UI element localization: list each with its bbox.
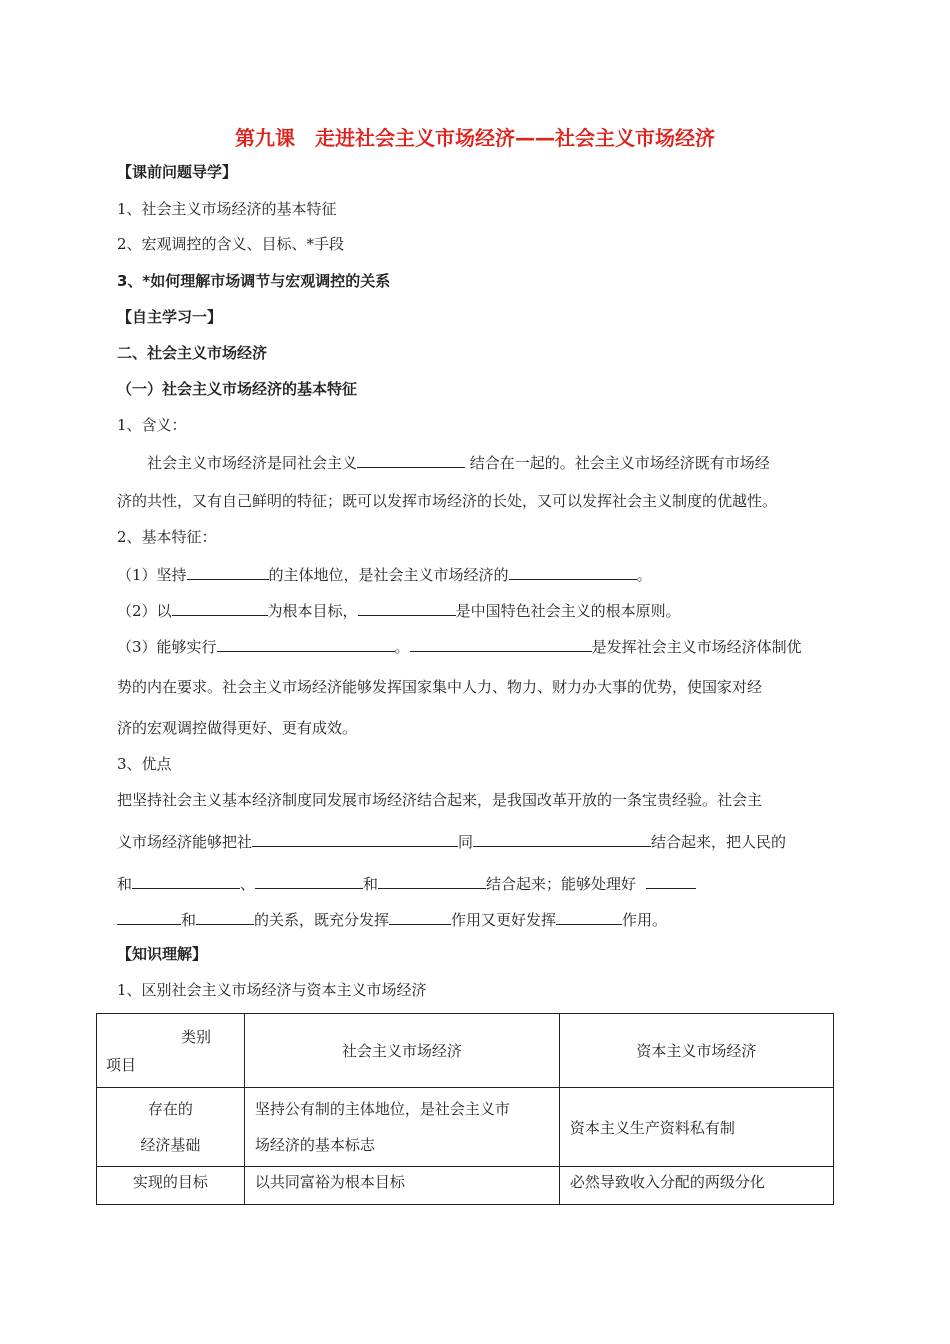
blank[interactable] <box>410 635 592 652</box>
cell-capitalist: 资本主义生产资料私有制 <box>559 1088 833 1167</box>
blank[interactable] <box>187 563 269 580</box>
feature-3-text-c: 是发挥社会主义市场经济体制优 <box>591 638 802 656</box>
header-socialist: 社会主义市场经济 <box>244 1014 559 1088</box>
subsection-heading: （一）社会主义市场经济的基本特征 <box>117 380 358 398</box>
blank[interactable] <box>473 830 651 847</box>
advantages-line-1: 把坚持社会主义基本经济制度同发展市场经济结合起来，是我国改革开放的一条宝贵经验。社会主 <box>117 791 763 809</box>
table-row <box>97 1167 834 1205</box>
feature-2-text-a: （2）以 <box>117 602 172 620</box>
cell-line: 场经济的基本标志 <box>254 1136 375 1154</box>
adv-text: 和 <box>117 875 133 893</box>
blank[interactable] <box>217 635 395 652</box>
blank[interactable] <box>509 563 637 580</box>
feature-3-text-a: （3）能够实行 <box>117 638 217 656</box>
feature-1 <box>117 563 652 585</box>
cell-socialist: 以共同富裕为根本目标 <box>244 1167 559 1205</box>
blank[interactable] <box>357 451 465 468</box>
question-2: 2、宏观调控的含义、目标、*手段 <box>117 235 345 253</box>
feature-1-text-c: 。 <box>636 566 652 584</box>
question-1: 1、社会主义市场经济的基本特征 <box>117 200 337 218</box>
adv-text: 同 <box>458 833 474 851</box>
adv-text: 结合起来；能够处理好 <box>486 875 637 893</box>
knowledge-header: 【知识理解】 <box>117 945 208 963</box>
preview-header: 【课前问题导学】 <box>117 163 238 181</box>
table-header-row <box>97 1014 834 1088</box>
advantages-line-2 <box>117 830 786 852</box>
row-label-line: 经济基础 <box>140 1136 201 1154</box>
corner-bottom: 项目 <box>106 1055 137 1074</box>
adv-text: 和 <box>363 875 379 893</box>
knowledge-item-1: 1、区别社会主义市场经济与资本主义市场经济 <box>117 981 427 999</box>
section-heading: 二、社会主义市场经济 <box>117 344 268 362</box>
row-label <box>97 1088 245 1167</box>
adv-text: 义市场经济能够把社 <box>117 833 253 851</box>
question-3: 3、*如何理解市场调节与宏观调控的关系 <box>117 272 391 290</box>
blank[interactable] <box>132 872 240 889</box>
blank[interactable] <box>172 599 268 616</box>
adv-text: 的关系，既充分发挥 <box>254 911 390 929</box>
cell-line: 坚持公有制的主体地位，是社会主义市 <box>254 1100 510 1118</box>
blank[interactable] <box>378 872 486 889</box>
table-row <box>97 1088 834 1167</box>
corner-cell <box>97 1014 245 1088</box>
blank[interactable] <box>389 908 451 925</box>
page-title: 第九课 走进社会主义市场经济——社会主义市场经济 <box>235 126 715 150</box>
feature-2-text-b: 为根本目标， <box>267 602 358 620</box>
row-label-line: 存在的 <box>147 1100 193 1118</box>
advantages-label: 3、优点 <box>117 755 172 773</box>
feature-3-text-b: 。 <box>394 638 410 656</box>
advantages-line-3 <box>117 872 696 894</box>
cell-capitalist: 必然导致收入分配的两级分化 <box>559 1167 833 1205</box>
meaning-text-a: 社会主义市场经济是同社会主义 <box>147 454 358 472</box>
adv-text: 、 <box>240 875 256 893</box>
self-study-header: 【自主学习一】 <box>117 308 223 326</box>
features-label: 2、基本特征： <box>117 528 217 546</box>
feature-2-text-c: 是中国特色社会主义的根本原则。 <box>455 602 681 620</box>
blank[interactable] <box>252 830 458 847</box>
blank[interactable] <box>117 908 181 925</box>
feature-1-text-b: 的主体地位，是社会主义市场经济的 <box>268 566 509 584</box>
adv-text: 作用又更好发挥 <box>451 911 557 929</box>
feature-2 <box>117 599 681 621</box>
advantages-line-4 <box>117 908 667 930</box>
feature-3-line-2: 势的内在要求。社会主义市场经济能够发挥国家集中人力、物力、财力办大事的优势，使国家对经 <box>117 678 763 696</box>
feature-3 <box>117 635 802 657</box>
meaning-label: 1、含义： <box>117 416 187 434</box>
blank[interactable] <box>358 599 456 616</box>
feature-1-text-a: （1）坚持 <box>117 566 187 584</box>
comparison-table <box>96 1013 834 1205</box>
meaning-line-1 <box>147 451 770 473</box>
adv-text: 和 <box>181 911 197 929</box>
feature-3-line-3: 济的宏观调控做得更好、更有成效。 <box>117 719 358 737</box>
blank[interactable] <box>646 872 696 889</box>
meaning-text-b: 结合在一起的。社会主义市场经济既有市场经 <box>469 454 770 472</box>
corner-top: 类别 <box>181 1027 212 1046</box>
cell-socialist <box>244 1088 559 1167</box>
header-capitalist: 资本主义市场经济 <box>559 1014 833 1088</box>
blank[interactable] <box>556 908 622 925</box>
blank[interactable] <box>196 908 254 925</box>
adv-text: 作用。 <box>622 911 668 929</box>
adv-text: 结合起来，把人民的 <box>651 833 787 851</box>
meaning-line-2: 济的共性，又有自己鲜明的特征；既可以发挥市场经济的长处，又可以发挥社会主义制度的优越性。 <box>117 492 778 510</box>
blank[interactable] <box>255 872 363 889</box>
row-label: 实现的目标 <box>97 1167 245 1205</box>
